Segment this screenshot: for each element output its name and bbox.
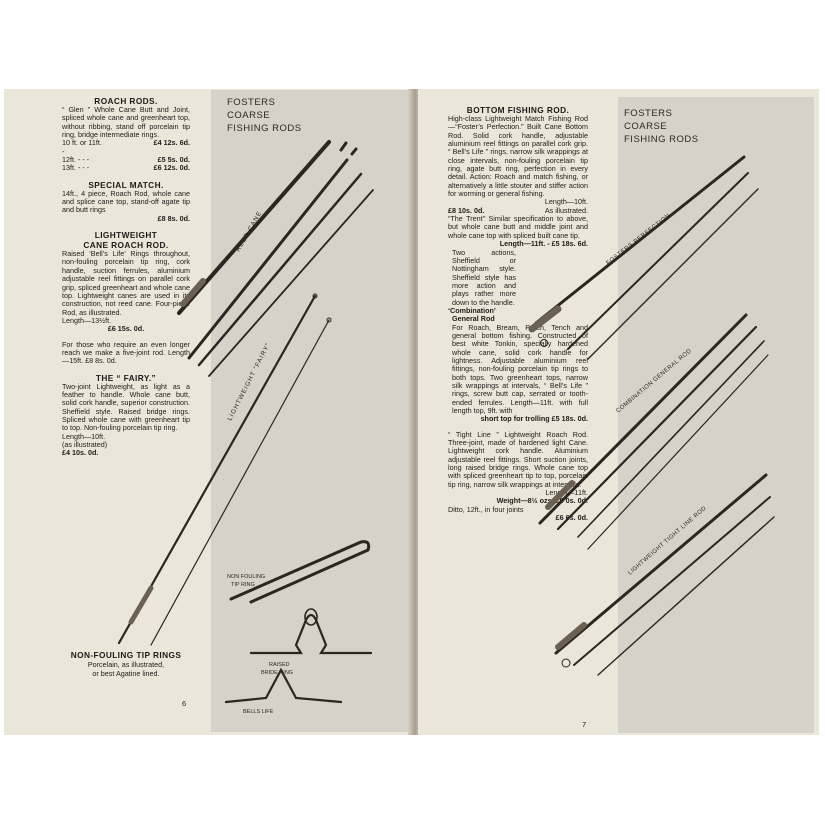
lightweight-text: Raised ‘Bell’s Life’ Rings throughout, non-fouling porcelain tip ring, cork handle, suction ferrules, aluminium adjustable reel fittings on parallel cork grip, spliced greenheart and whole cane top. Lightweight canes are used in its construction, not reed cane. Four-piece Rod, as illustrated. [62,249,190,317]
roach-rods-price-table [62,139,190,172]
price-size: 13ft. - - - [62,163,90,173]
right-text-column [448,105,588,523]
page-number-7: 7 [582,720,587,729]
special-match-text: 14ft., 4 piece, Roach Rod, whole cane and splice cane top, stand-off agate tip and butt rings [62,188,190,215]
rod-butt-cap [562,659,570,667]
rod-tip-cap [352,149,356,154]
bottom-rod-note: As illustrated. [544,205,588,215]
left-text-column [62,96,190,458]
rod-reed-joint [199,174,361,365]
rod-tightline-joint [574,497,770,665]
roach-rods-text: “ Glen ” Whole Cane Butt and Joint, spliced whole cane and greenheart top, without ribbing, stand off porcelain tip ring, bridge intermediate rings. [62,105,190,140]
panel-title-line: FOSTERS [624,108,673,119]
tight-line-length: Length—11ft. [545,488,588,498]
label-bride-ring: BRIDE RING [261,670,294,676]
special-match-price: £8 8s. 0d. [157,213,190,223]
rod-perfection-joint [568,173,748,349]
right-illustration-panel [605,97,814,733]
price-value: £6 12s. 0d. [153,163,190,173]
left-page [4,89,413,735]
trent-actions: Two actions, Sheffield or Nottingham style. Sheffield style has more action and plays rather more down to the handle. [452,247,516,307]
label-raised: RAISED [269,662,290,668]
label-bells-life: BELLS LIFE [243,709,274,715]
raised-bridge-ring-shape [251,615,371,653]
special-match-heading: SPECIAL MATCH. [88,179,164,190]
combination-price: short top for trolling £5 18s. 0d. [480,414,588,424]
label-non-fouling: NON FOULING [227,574,266,580]
tip-rings-heading: NON-FOULING TIP RINGS [70,650,182,660]
bottom-rod-price: £8 10s. 0d. [448,205,485,215]
roach-rods-heading: ROACH RODS. [94,96,158,106]
right-rod-illustration [605,97,814,733]
fairy-text: Two-joint Lightweight, as light as a feather to handle. Whole cane butt, solid cork handle, superior construction. Sheffield style. Raised bridge rings. Spliced whole cane with greenheart tip to top. Non-fouling porcelain tip ring. [62,381,190,433]
panel-title-line: FISHING RODS [624,134,699,145]
rod-tip-cap [341,143,346,150]
lightweight-price: £6 15s. 0d. [107,324,145,334]
fairy-heading: THE “ FAIRY.” [95,372,157,383]
label-tip-ring: TIP RING [231,582,255,588]
tip-rings-line2: or best Agatine lined. [92,669,160,678]
lightweight-length: Length—13½ft. [62,315,112,325]
fairy-note: (as illustrated) [62,440,108,449]
tight-line-ditto-price: £6 6s. 0d. [555,513,588,523]
combination-heading-1: ‘Combination’ [448,305,496,315]
price-value: £4 12s. 6d. [153,138,190,148]
combination-text: For Roach, Bream, Perch, Tench and general bottom fishing. Constructed of best white Tonkin, specially hardened whole cane, solid cork handle for lightness. Adjustable aluminium reel fittings, non-fouling porcelain tip rings to both tops. Two greenheart tops, narrow silk wrappings at intervals, “ Bell’s Life ” rings, screw butt cap, serrated or tooth-ended ferrules. Length—11ft. with full length top, 9ft. with [452,322,588,416]
trent-length-price: Length—11ft. - £5 18s. 6d. [499,239,588,249]
rod-reed-joint [189,160,347,358]
non-fouling-ring-shape [231,542,369,602]
rod-reed-top [209,190,373,376]
tip-rings-line1: Porcelain, as illustrated, [87,660,165,669]
page-number-6: 6 [182,699,187,708]
panel-title-line: FOSTERS [227,97,276,108]
trent-text: “The Trent” Similar specification to above, but whole cane butt and middle joint and whole cane top with spliced built cane tip. [448,214,588,240]
price-size: 10 ft. or 11ft. - [62,138,102,156]
lightweight-heading-1: LIGHTWEIGHT [94,230,158,241]
price-size: 12ft. - - - [62,155,90,165]
price-value: £5 5s. 0d. [157,155,190,165]
tight-line-text: “ Tight Line ” Lightweight Roach Rod. Three-joint, made of hardened light Cane. Lightweight cork handle. Aluminium adjustable reel fittings. Short suction joints, long raised bridge rings. Whole cane top with spliced greenheart tip to top, porcelain tip ring, narrow silk wrappings at intervals. [448,429,588,489]
panel-title-line: COARSE [624,121,668,132]
five-joint-text: For those who require an even longer reach we make a five-joint rod. Length—15ft. £8 8s. 0d. [62,339,190,366]
bottom-rod-text: High-class Lightweight Match Fishing Rod—“Foster’s Perfection.” Built Cane Bottom Rod. Solid cork handle, adjustable aluminium reel fittings on parallel cork grip. “ Bell’s Life ” rings, narrow silk wrappings at close intervals, non-fouling porcelain tip ring, agate butt ring, perfection in every detail. Action: Roach and match fishing, or alternatively a little stouter and stiffer action for worming or general fishing. [448,114,588,199]
rod-tightline-handle [558,625,584,647]
fairy-price: £4 10s. 0d. [62,448,99,458]
panel-title-line: COARSE [227,110,271,121]
left-illustration-panel [211,90,409,732]
label-tight-line: LIGHTWEIGHT TIGHT LINE ROD [627,505,708,577]
label-combination: COMBINATION GENERAL ROD [615,348,693,415]
label-reed-cane: REED CANE [234,209,264,253]
bottom-rod-heading: BOTTOM FISHING ROD. [466,105,570,115]
lightweight-heading-2: CANE ROACH ROD. [83,240,169,251]
tight-line-weight-price: Weight—8½ ozs. £5 0s. 0d. [496,496,588,506]
tight-line-ditto: Ditto, 12ft., in four joints [448,504,524,514]
label-fairy: LIGHTWEIGHT “FAIRY” [226,341,273,422]
rod-fairy-handle [131,588,151,622]
left-rod-illustration [211,90,409,732]
bottom-rod-length: Length—10ft. [544,197,588,207]
combination-heading-2: General Rod [452,314,495,324]
tip-rings-block [62,650,190,678]
panel-title-line: FISHING RODS [227,123,302,134]
booklet [4,89,819,735]
label-perfection: FOSTERS PERFECTION [605,212,672,267]
right-page [418,89,819,735]
fairy-length: Length—10ft. [62,431,106,441]
